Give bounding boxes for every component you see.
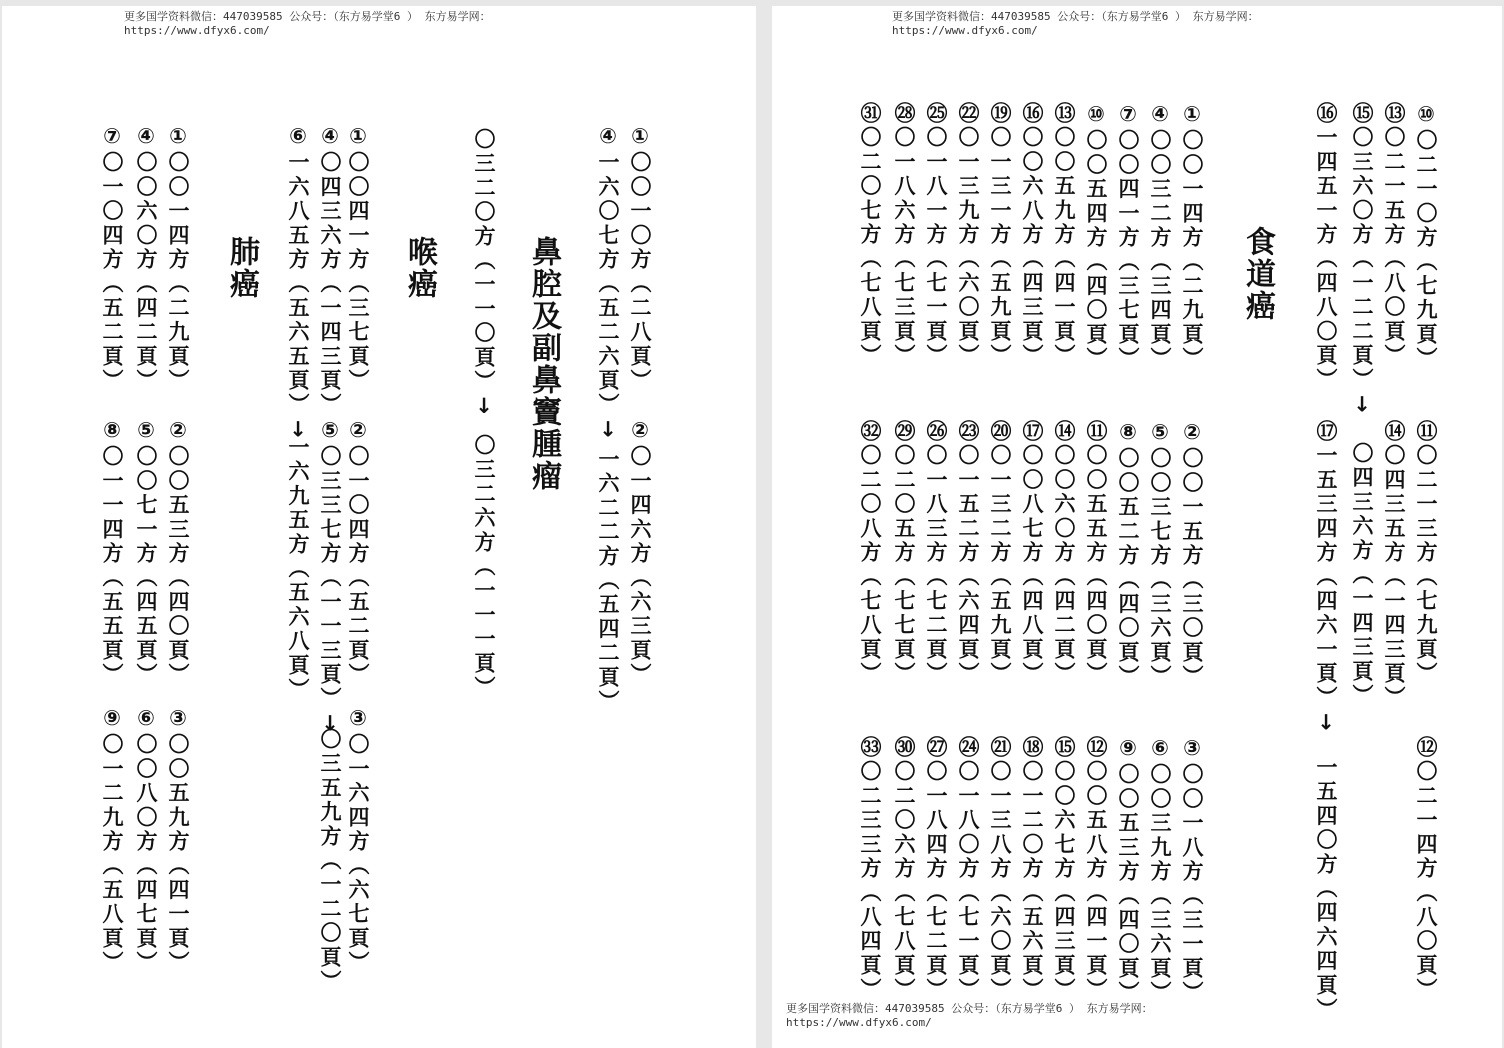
- watermark-top-left: [124, 10, 491, 38]
- watermark-text: 更多国学资料微信：447039585 公众号：（东方易学堂6 ） 东方易学网：: [124, 10, 491, 23]
- nasal-entry: ①〇〇一〇方（二八頁）: [628, 124, 652, 394]
- esophagus-entry: ㉖〇一八三方（七二頁）: [924, 420, 948, 687]
- watermark-text: 更多国学资料微信：447039585 公众号：（东方易学堂6 ） 东方易学网：: [892, 10, 1259, 23]
- nasal-entry: 一六二二方（五四二頁）: [596, 448, 620, 715]
- esophagus-entry: ㉛〇二〇七方（七八頁）: [858, 102, 882, 369]
- lung-entry: ③〇〇五九方（四一頁）: [166, 706, 190, 976]
- watermark-url: https://www.dfyx6.com/: [124, 24, 270, 37]
- right-page: [772, 6, 1502, 1048]
- esophagus-entry: ⑲〇一三一方（五九頁）: [988, 102, 1012, 369]
- lung-entry: ⑤〇〇七一方（四五頁）: [134, 418, 158, 688]
- lung-entry: ①〇〇一四方（二九頁）: [166, 124, 190, 394]
- esophagus-entry: ㉕〇一八一方（七一頁）: [924, 102, 948, 369]
- lung-entry: ⑦〇一〇四方（五二頁）: [100, 124, 124, 394]
- esophagus-entry: ⑬〇〇五九方（四一頁）: [1052, 102, 1076, 369]
- esophagus-entry: ㉓〇一五二方（六四頁）: [956, 420, 980, 687]
- esophagus-entry: ⑩〇二一〇方（七九頁）: [1414, 102, 1438, 372]
- esophagus-entry: ④〇〇三二方（三四頁）: [1148, 102, 1172, 372]
- esophagus-entry: 〇四三六方（一四三頁）: [1350, 442, 1374, 709]
- esophagus-entry: ⑦〇〇四一方（三七頁）: [1116, 102, 1140, 372]
- larynx-entry: ①〇〇四一方（三七頁）: [346, 124, 370, 394]
- larynx-entry: ③〇一六四方（六七頁）: [346, 706, 370, 976]
- esophagus-entry: ㉘〇一八六方（七三頁）: [892, 102, 916, 369]
- esophagus-entry: ③〇〇一八方（三一頁）: [1180, 736, 1204, 1006]
- lung-entry: ⑥〇〇八〇方（四七頁）: [134, 706, 158, 976]
- nasal-heading: 鼻腔及副鼻竇腫瘤: [526, 236, 561, 492]
- esophagus-entry: ⑪〇〇五五方（四〇頁）: [1084, 420, 1108, 687]
- esophagus-entry: ⑤〇〇三七方（三六頁）: [1148, 420, 1172, 690]
- lung-entry: ⑧〇一一四方（五五頁）: [100, 418, 124, 688]
- larynx-entry: ⑤〇三三七方（一一三頁）↓: [318, 418, 342, 739]
- esophagus-entry: ⑯〇〇六八方（四三頁）: [1020, 102, 1044, 369]
- lung-entry: ④〇〇六〇方（四二頁）: [134, 124, 158, 394]
- esophagus-entry: ⑭〇四三五方（一四三頁）: [1382, 420, 1406, 711]
- larynx-entry: 〇三五九方（一二〇頁）: [318, 728, 342, 995]
- larynx-entry: ②〇一〇四方（五二頁）: [346, 418, 370, 688]
- esophagus-entry: ⑰一五三四方（四六一頁）↓: [1314, 420, 1338, 738]
- lung-entry: ②〇〇五三方（四〇頁）: [166, 418, 190, 688]
- watermark-bottom-right: [786, 1002, 1153, 1030]
- nasal-entry: ④一六〇七方（五二六頁）↓: [596, 124, 620, 445]
- esophagus-entry: ⑱〇一二〇方（五六頁）: [1020, 736, 1044, 1003]
- watermark-url: https://www.dfyx6.com/: [892, 24, 1038, 37]
- esophagus-entry: ⑮〇〇六七方（四三頁）: [1052, 736, 1076, 1003]
- watermark-top-right: [892, 10, 1259, 38]
- lung-entry: ⑨〇一二九方（五八頁）: [100, 706, 124, 976]
- watermark-text: 更多国学资料微信：447039585 公众号：（东方易学堂6 ） 东方易学网：: [786, 1002, 1153, 1015]
- esophagus-entry: ⑫〇〇五八方（四一頁）: [1084, 736, 1108, 1003]
- esophagus-entry: ⑬〇二一五方（八〇頁）: [1382, 102, 1406, 369]
- nasal-entry: 〇三二〇方（一一〇頁）↓: [472, 128, 496, 422]
- left-page: [2, 6, 756, 1048]
- esophagus-entry: ⑨〇〇五三方（四〇頁）: [1116, 736, 1140, 1006]
- larynx-entry: ④〇四三六方（一四三頁）: [318, 124, 342, 418]
- esophagus-entry: ⑥〇〇三九方（三六頁）: [1148, 736, 1172, 1006]
- esophagus-entry: ⑪〇二一三方（七九頁）: [1414, 420, 1438, 687]
- esophagus-entry: ㉗〇一八四方（七二頁）: [924, 736, 948, 1003]
- esophagus-entry: ㉑〇一三八方（六〇頁）: [988, 736, 1012, 1003]
- esophagus-entry: ㉙〇二〇五方（七七頁）: [892, 420, 916, 687]
- esophagus-entry: ⑰〇〇八七方（四八頁）: [1020, 420, 1044, 687]
- esophagus-entry: ⑮〇三六〇方（一二二頁）↓: [1350, 102, 1374, 420]
- esophagus-entry: ①〇〇一四方（二九頁）: [1180, 102, 1204, 372]
- esophagus-entry: ②〇〇一五方（三〇頁）: [1180, 420, 1204, 690]
- nasal-entry: 〇三二六方（一一一頁）: [472, 434, 496, 701]
- esophagus-entry: ⑯一四五一方（四八〇頁）: [1314, 102, 1338, 393]
- esophagus-entry: ㉜〇二〇八方（七八頁）: [858, 420, 882, 687]
- watermark-url: https://www.dfyx6.com/: [786, 1016, 932, 1029]
- larynx-heading: 喉癌: [402, 236, 437, 300]
- esophagus-entry: ⑫〇二一四方（八〇頁）: [1414, 736, 1438, 1003]
- esophagus-entry: ㉚〇二〇六方（七八頁）: [892, 736, 916, 1003]
- esophagus-entry: ㉔〇一八〇方（七一頁）: [956, 736, 980, 1003]
- esophagus-heading: 食道癌: [1240, 226, 1275, 322]
- nasal-entry: ②〇一四六方（六三頁）: [628, 418, 652, 688]
- esophagus-entry: 一五四〇方（四六四頁）: [1314, 756, 1338, 1023]
- esophagus-entry: ㉒〇一三九方（六〇頁）: [956, 102, 980, 369]
- esophagus-entry: ⑭〇〇六〇方（四二頁）: [1052, 420, 1076, 687]
- esophagus-entry: ⑳〇一三二方（五九頁）: [988, 420, 1012, 687]
- larynx-entry: 一六九五方（五六八頁）: [286, 436, 310, 703]
- esophagus-entry: ㉝〇二三三方（八四頁）: [858, 736, 882, 1003]
- lung-heading: 肺癌: [224, 236, 259, 300]
- larynx-entry: ⑥一六八五方（五六五頁）↓: [286, 124, 310, 445]
- esophagus-entry: ⑩〇〇五四方（四〇頁）: [1084, 102, 1108, 372]
- esophagus-entry: ⑧〇〇五二方（四〇頁）: [1116, 420, 1140, 690]
